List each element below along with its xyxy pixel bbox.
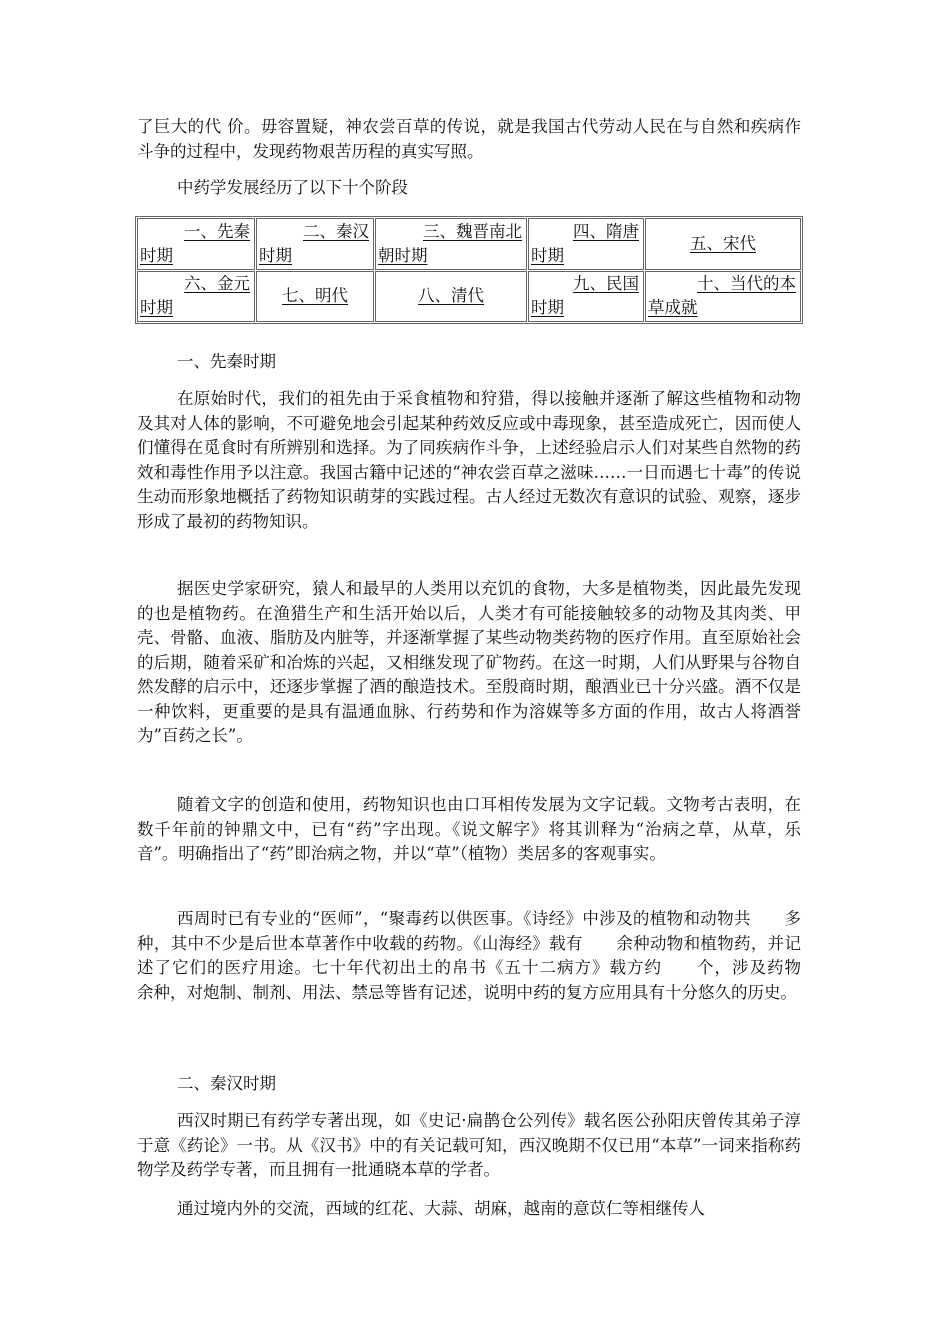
paragraph-4: 西周时已有专业的“医师”，“聚毒药以供医事。《诗经》中涉及的植物和动物共 多种，其中不少是后世本草著作中收载的药物。《山海经》载有 余种动物和植物药，并记述了它们的医疗用途。七十年代初出土的帛书《五十二病方》载方约 个，涉及药物 余种，对炮制、制剂、用法、禁忌等皆有记述，说明中药的复方应用具有十分悠久的历史。 — [137, 909, 834, 1002]
stage-link-9[interactable] — [528, 271, 644, 323]
section-heading-1: 一、先秦时期 — [177, 352, 276, 371]
stage-label: 八、清代 — [418, 286, 484, 306]
paragraph-1: 在原始时代，我们的祖先由于采食植物和狩猎，得以接触并逐渐了解这些植物和动物及其对人体的影响，不可避免地会引起某种药效反应或中毒现象，甚至造成死亡，因而使人们懂得在觅食时有所辨别和选择。为了同疾病作斗争，上述经验启示人们对某些自然物的药效和毒性作用予以注意。我国古籍中记述的“神农尝百草之滋味……一日而遇七十毒”的传说生动而形象地概括了药物知识萌芽的实践过程。古人经过无数次有意识的试验、观察，逐步形成了最初的药物知识。 — [137, 389, 801, 531]
stage-link-8[interactable] — [375, 271, 527, 323]
stages-row — [137, 218, 801, 270]
section-heading-2: 二、秦汉时期 — [177, 1074, 276, 1093]
paragraph-5: 西汉时期已有药学专著出现，如《史记·扁鹊仓公列传》载名医公孙阳庆曾传其弟子淳于意《药论》一书。从《汉书》中的有关记载可知，西汉晚期不仅已用“本草”一词来指称药物学及药学专著，而且拥有一批通晓本草的学者。 — [137, 1111, 801, 1179]
stages-table — [135, 216, 803, 324]
stage-label: 七、明代 — [282, 286, 348, 306]
stage-label: 三、魏晋南北 — [423, 221, 522, 241]
stage-label-cont: 时期 — [140, 298, 173, 318]
stage-link-3[interactable] — [375, 218, 527, 270]
stage-label-cont: 时期 — [531, 245, 564, 265]
stage-link-5[interactable] — [645, 218, 801, 270]
paragraph-3: 随着文字的创造和使用，药物知识也由口耳相传发展为文字记载。文物考古表明，在数千年前的钟鼎文中，已有“药”字出现。《说文解字》将其训释为“治病之草，从草，乐音”。明确指出了“药”即治病之物，并以“草”（植物）类居多的客观事实。 — [137, 795, 801, 863]
stages-intro: 中药学发展经历了以下十个阶段 — [177, 178, 408, 197]
stage-label: 四、隋唐 — [573, 221, 639, 241]
stage-label: 十、当代的本 — [697, 274, 796, 294]
stage-link-6[interactable] — [137, 271, 255, 323]
stage-label: 六、金元 — [184, 274, 250, 294]
stage-label-cont: 时期 — [531, 298, 564, 318]
stage-label-cont: 时期 — [259, 245, 292, 265]
stage-link-2[interactable] — [256, 218, 374, 270]
stage-label: 五、宋代 — [690, 233, 756, 253]
stage-label: 二、秦汉 — [303, 221, 369, 241]
intro-paragraph: 了巨大的代 价。毋容置疑，神农尝百草的传说，就是我国古代劳动人民在与自然和疾病作斗争的过程中，发现药物艰苦历程的真实写照。 — [137, 117, 801, 161]
stage-label-cont: 时期 — [140, 245, 173, 265]
paragraph-2: 据医史学家研究，猿人和最早的人类用以充饥的食物，大多是植物类，因此最先发现的也是植物药。在渔猎生产和生活开始以后，人类才有可能接触较多的动物及其肉类、甲壳、骨骼、血液、脂肪及内脏等，并逐渐掌握了某些动物类药物的医疗作用。直至原始社会的后期，随着采矿和冶炼的兴起，又相继发现了矿物药。在这一时期，人们从野果与谷物自然发酵的启示中，还逐步掌握了酒的酿造技术。至殷商时期，酿酒业已十分兴盛。酒不仅是一种饮料，更重要的是具有温通血脉、行药势和作为溶媒等多方面的作用，故古人将酒誉为”百药之长”。 — [137, 579, 801, 745]
paragraph-6: 通过境内外的交流，西域的红花、大蒜、胡麻，越南的意苡仁等相继传人 — [177, 1199, 705, 1218]
stage-label-cont: 朝时期 — [378, 245, 428, 265]
stage-link-7[interactable] — [256, 271, 374, 323]
stage-link-10[interactable] — [645, 271, 801, 323]
stage-link-1[interactable] — [137, 218, 255, 270]
stage-label: 一、先秦 — [184, 221, 250, 241]
stages-row — [137, 271, 801, 323]
stage-link-4[interactable] — [528, 218, 644, 270]
stage-label-cont: 草成就 — [648, 298, 698, 318]
stage-label: 九、民国 — [573, 274, 639, 294]
